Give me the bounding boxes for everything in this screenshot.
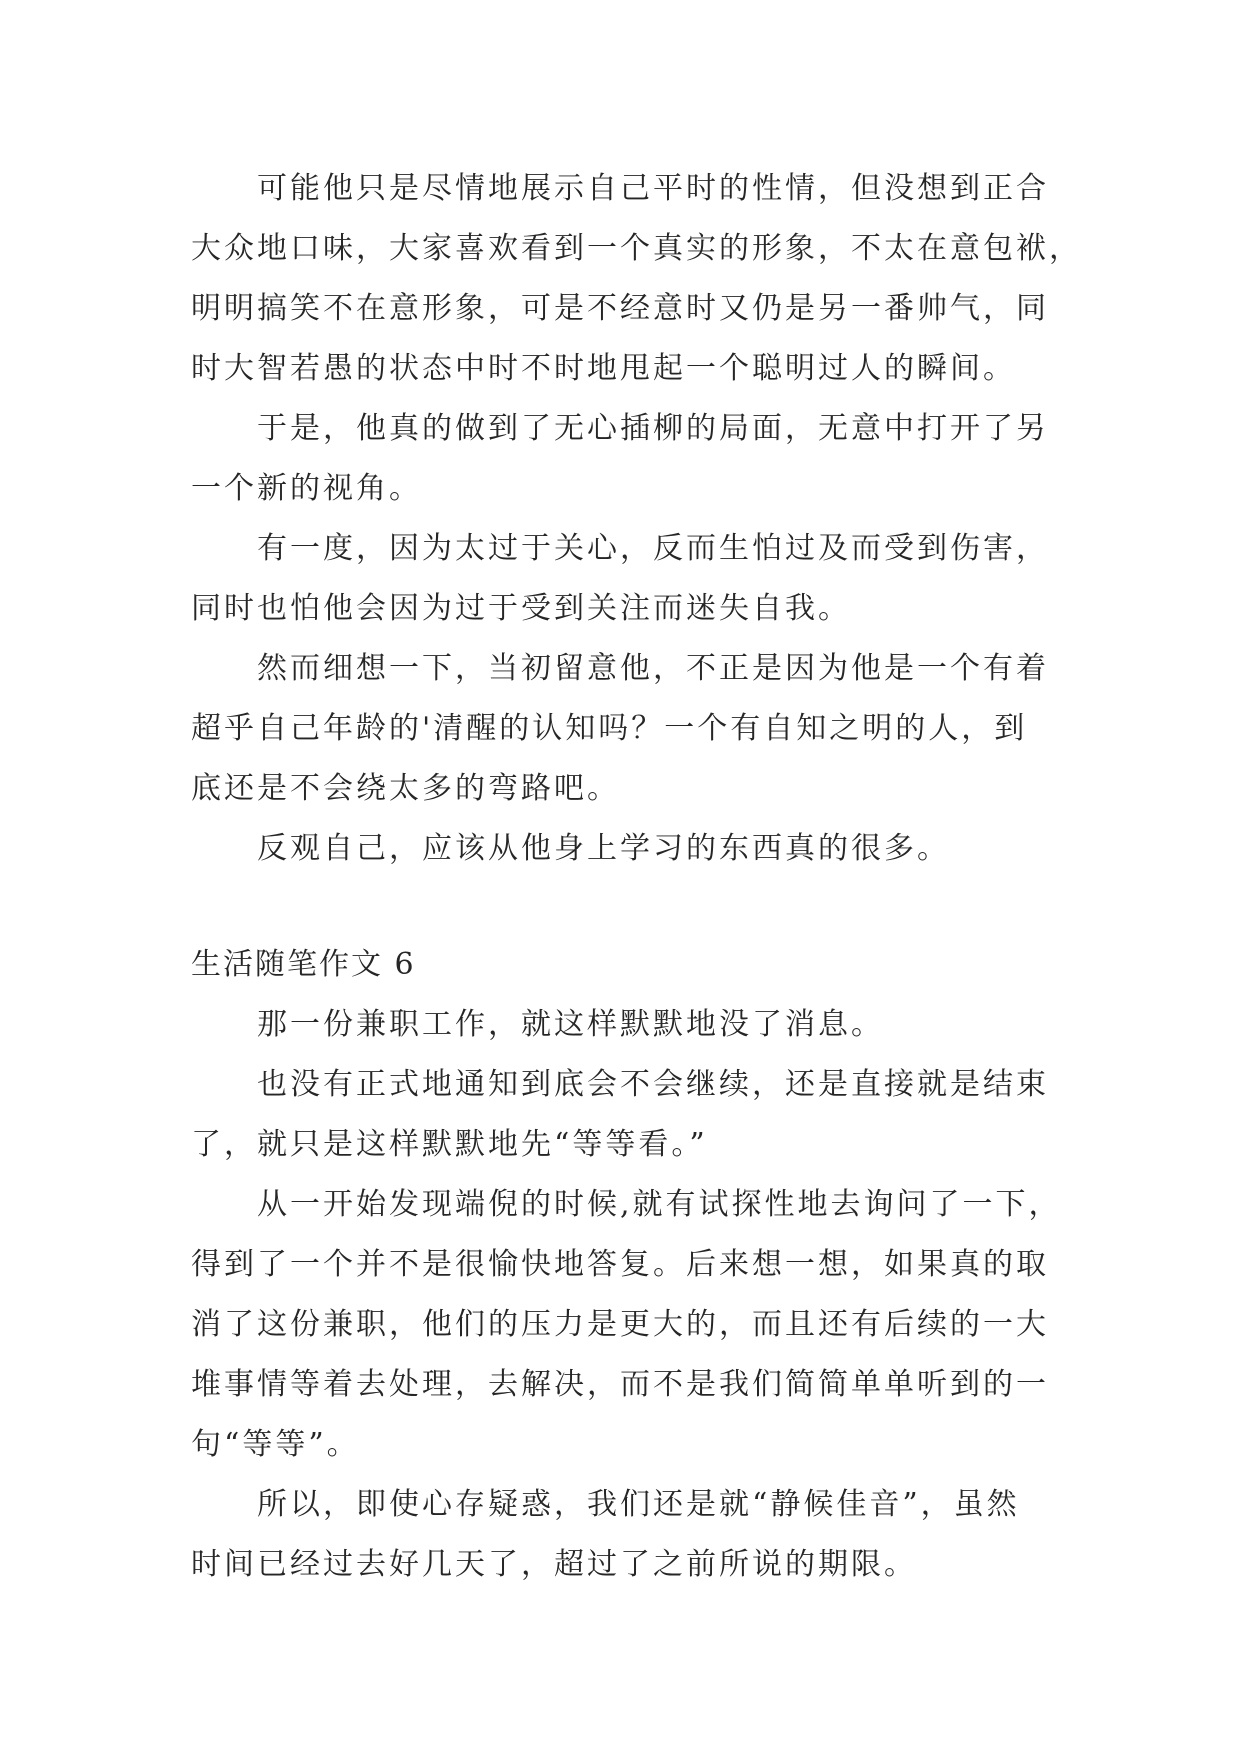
text-line: 也没有正式地通知到底会不会继续，还是直接就是结束 xyxy=(257,1067,1049,1102)
paragraph xyxy=(191,159,1082,399)
paragraph xyxy=(191,1175,1062,1475)
paragraph xyxy=(191,1475,1051,1595)
paragraph xyxy=(191,995,1051,1055)
paragraph xyxy=(191,639,1051,819)
text-line: 有一度，因为太过于关心，反而生怕过及而受到伤害， xyxy=(257,531,1049,566)
text-line: 反观自己，应该从他身上学习的东西真的很多。 xyxy=(257,831,950,866)
text-line: 底还是不会绕太多的弯路吧。 xyxy=(191,771,620,806)
text-line: 了，就只是这样默默地先“等等看。” xyxy=(191,1127,708,1162)
text-line: 从一开始发现端倪的时候,就有试探性地去询问了一下， xyxy=(257,1187,1062,1222)
text-line: 时大智若愚的状态中时不时地甩起一个聪明过人的瞬间。 xyxy=(191,351,1016,386)
text-line: 一个新的视角。 xyxy=(191,471,422,506)
section-title: 生活随笔作文 6 xyxy=(191,947,416,982)
paragraph xyxy=(191,819,1051,879)
text-line: 堆事情等着去处理，去解决，而不是我们简简单单听到的一 xyxy=(191,1367,1049,1402)
paragraph xyxy=(191,1055,1051,1175)
text-line: 超乎自己年龄的'清醒的认知吗？一个有自知之明的人，到 xyxy=(191,711,1028,746)
text-line: 同时也怕他会因为过于受到关注而迷失自我。 xyxy=(191,591,851,626)
text-line: 得到了一个并不是很愉快地答复。后来想一想，如果真的取 xyxy=(191,1247,1049,1282)
text-line: 消了这份兼职，他们的压力是更大的，而且还有后续的一大 xyxy=(191,1307,1049,1342)
text-line: 大众地口味，大家喜欢看到一个真实的形象，不太在意包袱， xyxy=(191,231,1082,266)
document-body xyxy=(191,159,1082,1595)
text-line: 那一份兼职工作，就这样默默地没了消息。 xyxy=(257,1007,884,1042)
section-spacer xyxy=(191,879,1051,935)
text-line: 于是，他真的做到了无心插柳的局面，无意中打开了另 xyxy=(257,411,1049,446)
text-line: 可能他只是尽情地展示自己平时的性情，但没想到正合 xyxy=(257,171,1049,206)
text-line: 句“等等”。 xyxy=(191,1427,360,1462)
paragraph xyxy=(191,519,1051,639)
text-line: 明明搞笑不在意形象，可是不经意时又仍是另一番帅气，同 xyxy=(191,291,1049,326)
text-line: 然而细想一下，当初留意他，不正是因为他是一个有着 xyxy=(257,651,1049,686)
paragraph xyxy=(191,399,1051,519)
text-line: 时间已经过去好几天了，超过了之前所说的期限。 xyxy=(191,1547,917,1582)
text-line: 所以，即使心存疑惑，我们还是就“静候佳音”，虽然 xyxy=(257,1487,1020,1522)
